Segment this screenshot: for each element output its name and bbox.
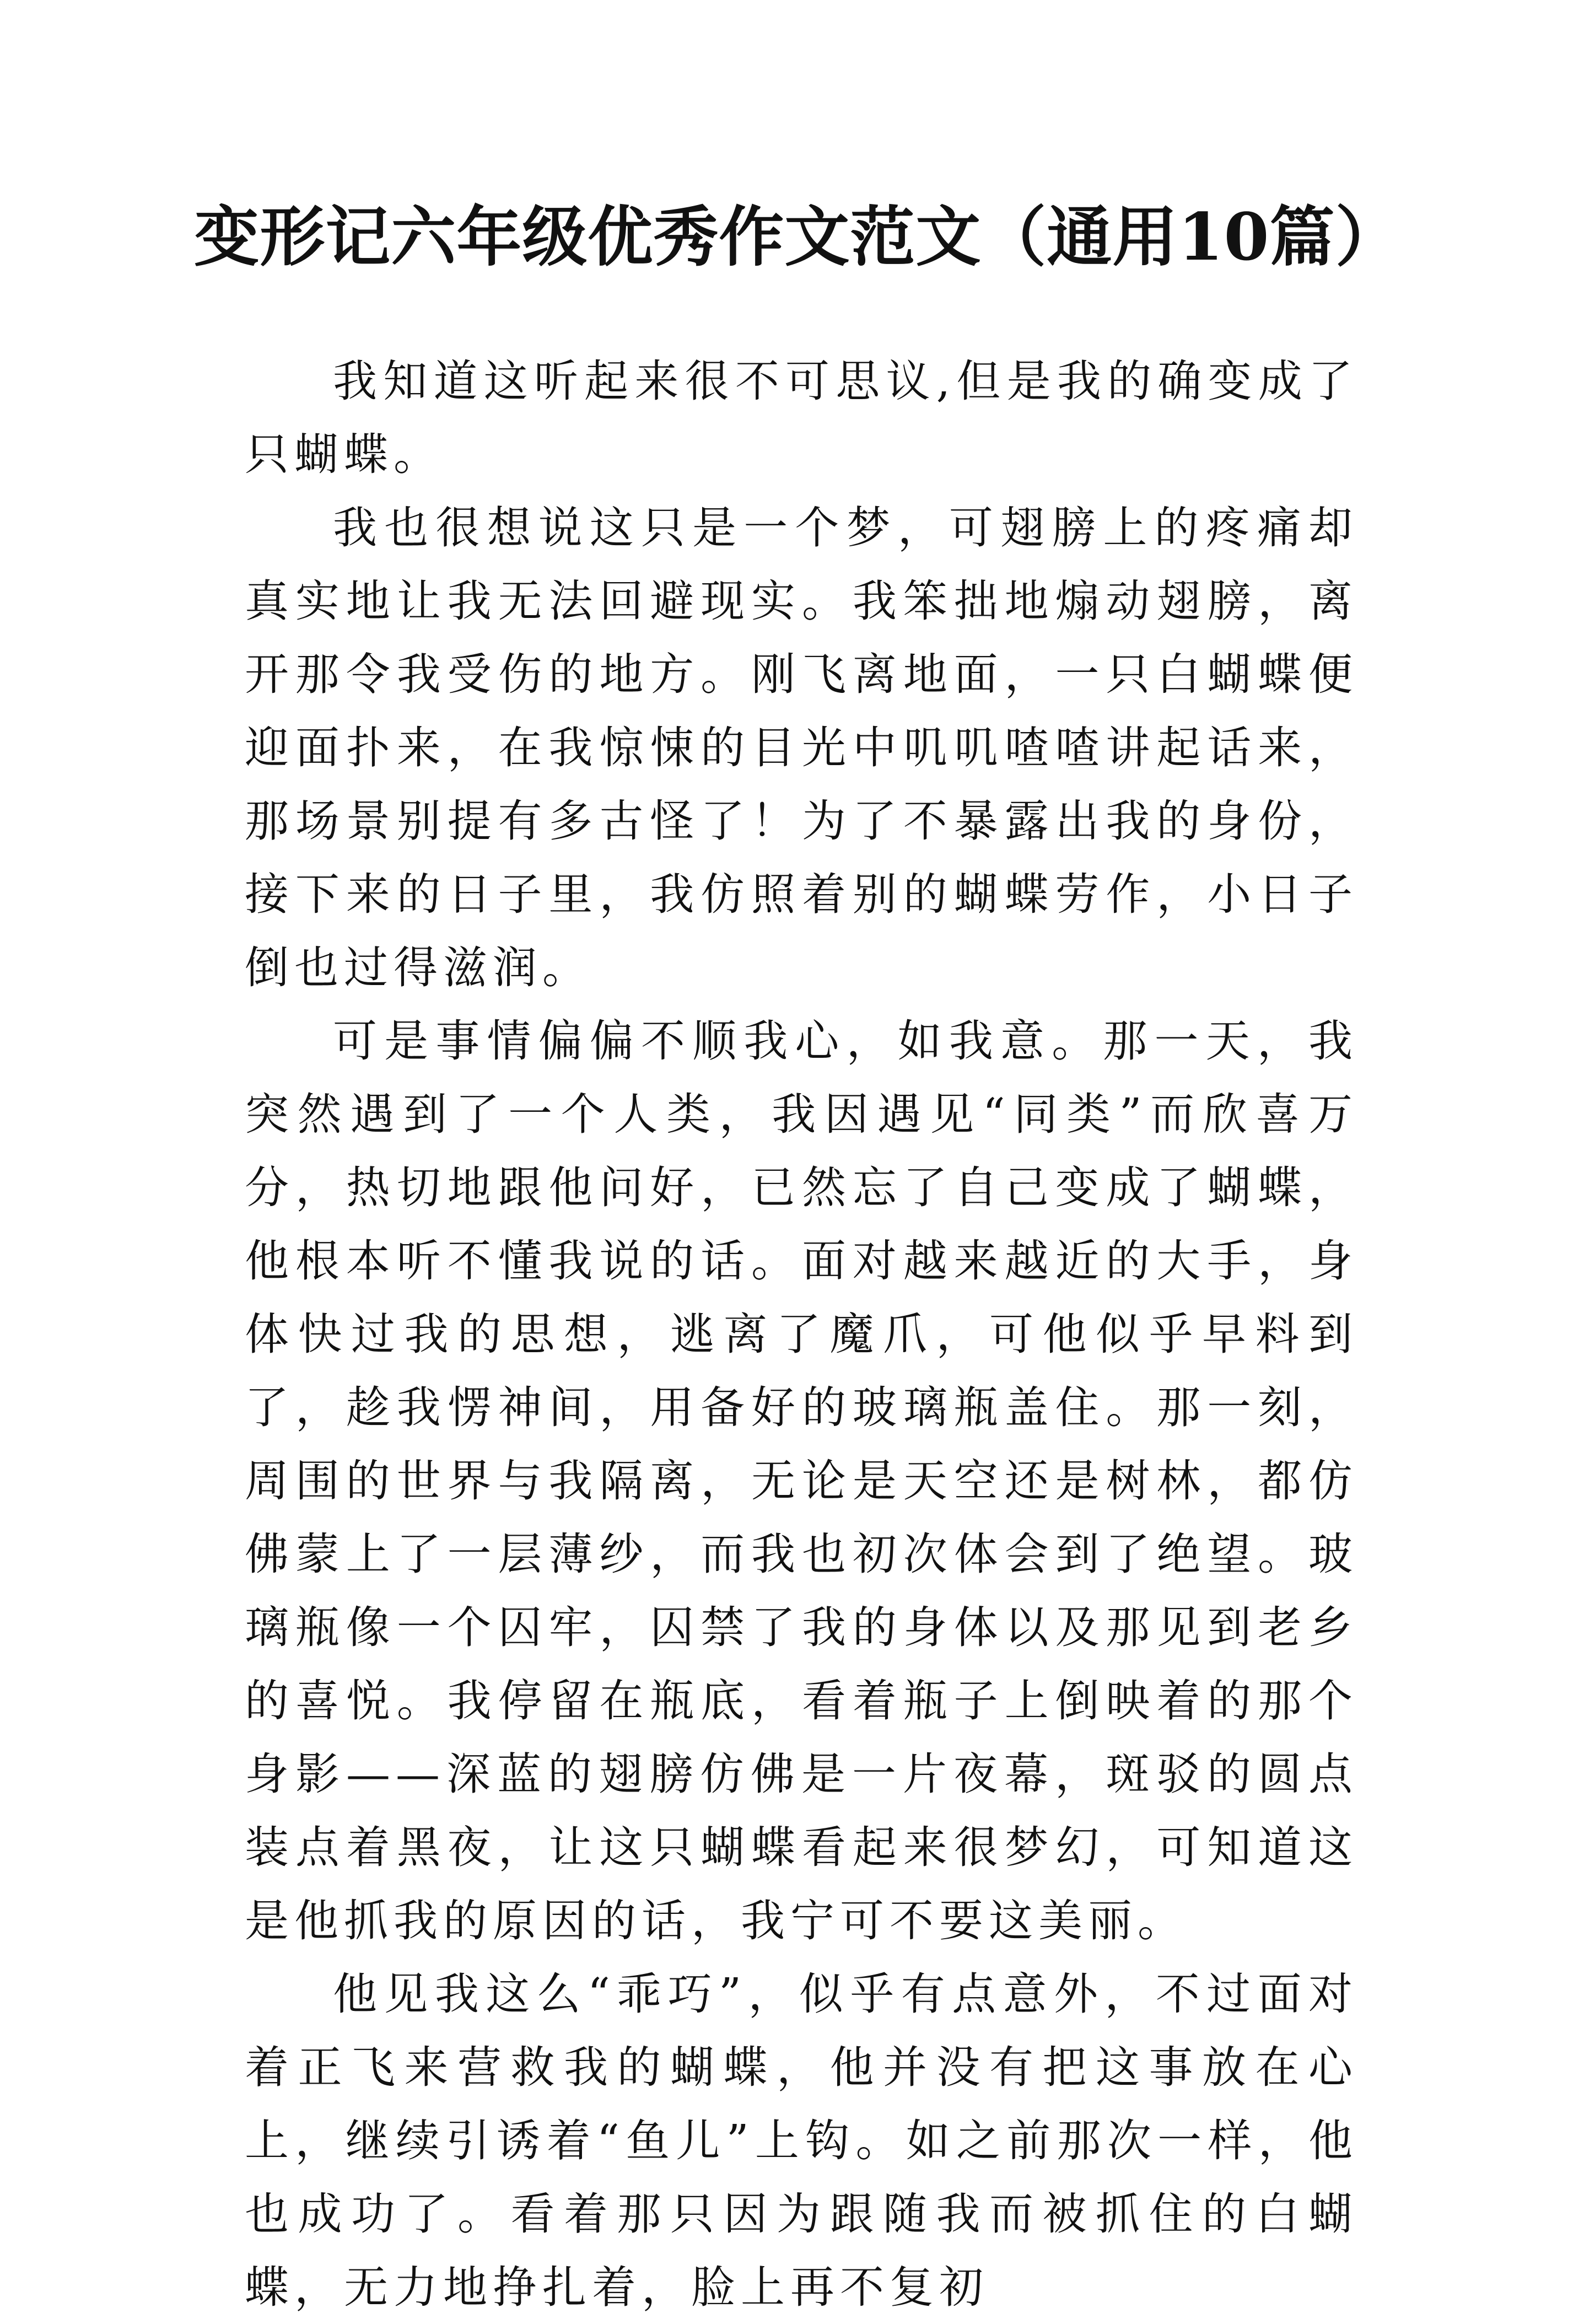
document-title: 变形记六年级优秀作文范文（通用10篇）	[194, 198, 1401, 275]
paragraph-2: 我也很想说这只是一个梦，可翅膀上的疼痛却真实地让我无法回避现实。我笨拙地煽动翅膀，离开那令我受伤的地方。刚飞离地面，一只白蝴蝶便迎面扑来，在我惊悚的目光中叽叽喳喳讲起话来，那场景别提有多古怪了！为了不暴露出我的身份，接下来的日子里，我仿照着别的蝴蝶劳作，小日子倒也过得滋润。	[245, 502, 1358, 993]
paragraph-4: 他见我这么“乖巧”，似乎有点意外，不过面对着正飞来营救我的蝴蝶，他并没有把这事放在心上，继续引诱着“鱼儿”上钩。如之前那次一样，他也成功了。看着那只因为跟随我而被抓住的白蝴蝶，无力地挣扎着，脸上再不复初	[245, 1968, 1358, 2313]
document-body	[245, 345, 1358, 2324]
paragraph-1: 我知道这听起来很不可思议,但是我的确变成了只蝴蝶。	[245, 356, 1358, 480]
paragraph-3: 可是事情偏偏不顺我心，如我意。那一天，我突然遇到了一个人类，我因遇见“同类”而欣喜万分，热切地跟他问好，已然忘了自己变成了蝴蝶，他根本听不懂我说的话。面对越来越近的大手，身体快过我的思想，逃离了魔爪，可他似乎早料到了，趁我愣神间，用备好的玻璃瓶盖住。那一刻，周围的世界与我隔离，无论是天空还是树林，都仿佛蒙上了一层薄纱，而我也初次体会到了绝望。玻璃瓶像一个囚牢，囚禁了我的身体以及那见到老乡的喜悦。我停留在瓶底，看着瓶子上倒映着的那个身影——深蓝的翅膀仿佛是一片夜幕，斑驳的圆点装点着黑夜，让这只蝴蝶看起来很梦幻，可知道这是他抓我的原因的话，我宁可不要这美丽。	[245, 1015, 1358, 1946]
